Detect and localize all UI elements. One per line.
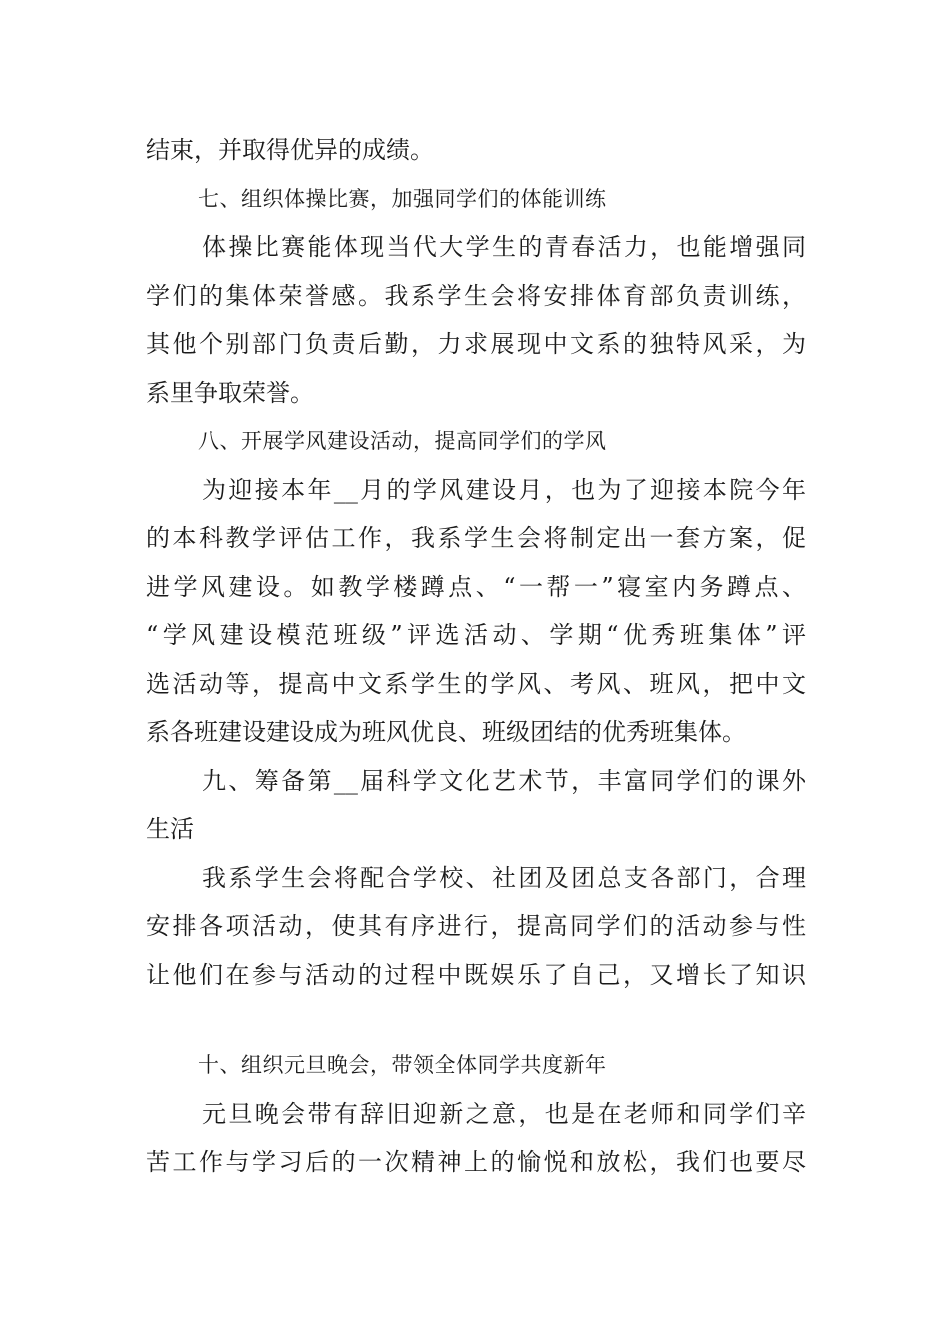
section-heading-10: 十、组织元旦晚会，带领全体同学共度新年 <box>198 1053 607 1077</box>
paragraph-line: 元旦晚会带有辞旧迎新之意，也是在老师和同学们辛 <box>202 1099 806 1128</box>
paragraph-line: 结束，并取得优异的成绩。 <box>146 136 434 164</box>
paragraph-line: 安排各项活动，使其有序进行，提高同学们的活动参与性 <box>146 912 806 940</box>
paragraph-line: 苦工作与学习后的一次精神上的愉悦和放松，我们也要尽 <box>146 1148 806 1176</box>
section-heading-9: 九、筹备第__届科学文化艺术节，丰富同学们的课外 <box>202 766 806 795</box>
section-heading-7: 七、组织体操比赛，加强同学们的体能训练 <box>198 186 607 211</box>
document-body <box>146 126 806 1187</box>
paragraph-line: 系里争取荣誉。 <box>146 378 314 407</box>
paragraph-line: 让他们在参与活动的过程中既娱乐了自己，又增长了知识 <box>146 960 806 989</box>
paragraph-line: 我系学生会将配合学校、社团及团总支各部门，合理 <box>202 863 806 892</box>
paragraph-line: 系各班建设建设成为班风优良、班级团结的优秀班集体。 <box>146 718 746 746</box>
paragraph-spacer <box>146 999 806 1041</box>
paragraph-line: 为迎接本年__月的学风建设月，也为了迎接本院今年 <box>202 475 806 504</box>
paragraph-line: 其他个别部门负责后勤，力求展现中文系的独特风采，为 <box>146 330 806 358</box>
paragraph-line: 选活动等，提高中文系学生的学风、考风、班风，把中文 <box>146 669 806 698</box>
paragraph-line: 进学风建设。如教学楼蹲点、“一帮一”寝室内务蹲点、 <box>146 572 806 601</box>
paragraph-line: 体操比赛能体现当代大学生的青春活力，也能增强同 <box>202 233 806 261</box>
paragraph-line: 的本科教学评估工作，我系学生会将制定出一套方案，促 <box>146 524 806 552</box>
paragraph-line: “学风建设模范班级”评选活动、学期“优秀班集体”评 <box>146 621 806 649</box>
section-heading-8: 八、开展学风建设活动，提高同学们的学风 <box>198 429 607 453</box>
paragraph-line: 学们的集体荣誉感。我系学生会将安排体育部负责训练， <box>146 281 806 310</box>
section-heading-9-continued: 生活 <box>146 815 194 843</box>
